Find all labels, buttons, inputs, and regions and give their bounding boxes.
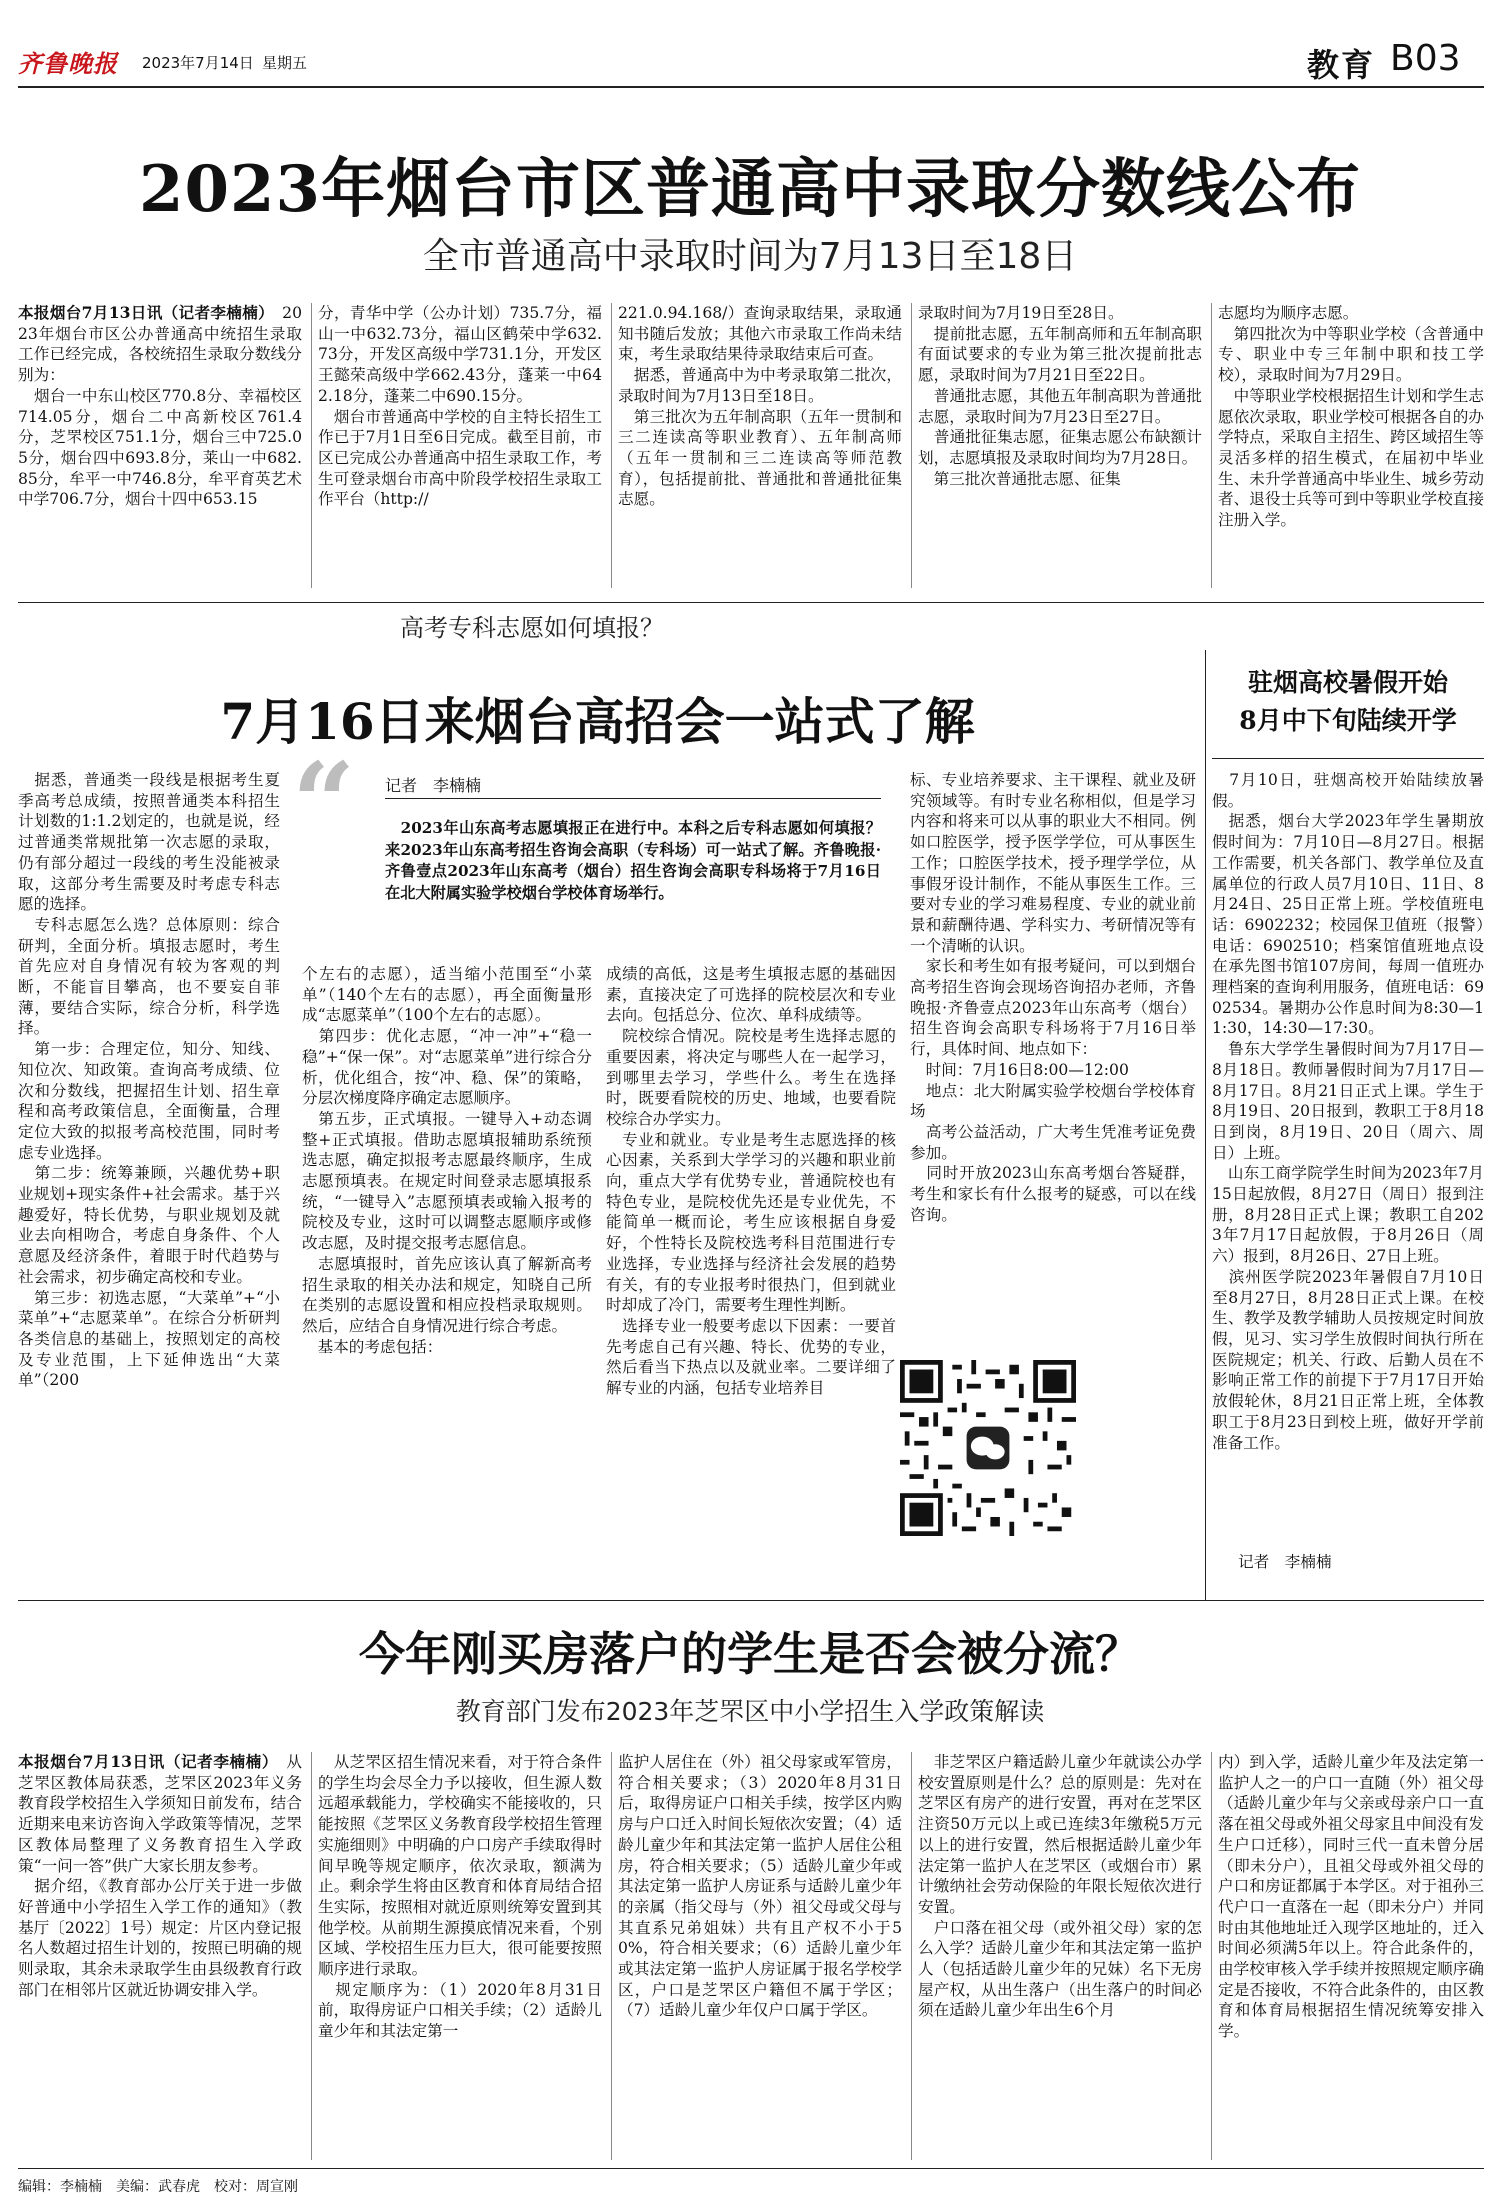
article1-col5: 志愿均为顺序志愿。 第四批次为中等职业学校（含普通中专、职业中专三年制中职和技工学校），录取时间为7月29日。 中等职业学校根据招生计划和学生志愿依次录取，职业学校可根据各自的办学特点，采取自主招生、跨区域招生等灵活多样的招生模式，在届初中毕业生、未升学普通高中毕业生、城乡劳动者、退役士兵等可到中等职业学校直接注册入学。: [1218, 304, 1484, 530]
article3-body: 7月10日，驻烟高校开始陆续放暑假。 据悉，烟台大学2023年学生暑期放假时间为：7月10日—8月27日。根据工作需要，机关各部门、教学单位及直属单位的行政人员7月10日、11日、8月24日、25日正常上班。学校值班电话：6902232；校园保卫值班（报警）电话：6902510；档案馆值班地点设在承先图书馆107房间，每周一值班办理档案的查询利用服务，值班电话：6902534。暑期办公作息时间为8:30—11:30，14:30—17:30。 鲁东大学学生暑假时间为7月17日—8月18日。教师暑假时间为7月17日—8月17日。8月21日正式上课。学生于8月19日、20日报到，教职工于8月18日到岗，8月19日、20日（周六、周日）上班。 山东工商学院学生时间为2023年7月15日起放假，8月27日（周日）报到注册，8月28日正式上课；教职工自2023年7月17日起放假，于8月26日（周六）报到，8月26日、27日上班。 滨州医学院2023年暑假自7月10日至8月27日，8月28日正式上课。在校生、教学及教学辅助人员按规定时间放假，见习、实习学生放假时间执行所在医院规定；机关、行政、后勤人员在不影响正常工作的前提下于7月17日开始放假轮休，8月21日正常上班，全体教职工于8月23日到校上班，做好开学前准备工作。: [1212, 771, 1484, 1452]
article1-col3: 221.0.94.168/）查询录取结果，录取通知书随后发放；其他六市录取工作尚未结束，考生录取结果待录取结束后可查。 据悉，普通高中为中考录取第二批次，录取时间为7月13日至18日。 第三批次为五年制高职（五年一贯制和三二连读高等职业教育）、五年制高师（五年一贯制和三二连读高等师范教育），包括提前批、普通批和普通批征集志愿。: [618, 304, 902, 509]
col-divider: [911, 1752, 912, 2160]
article2-col4: 标、专业培养要求、主干课程、就业及研究领域等。有时专业名称相似，但是学习内容和将来可以从事的职业大不相同。例如口腔医学，授予医学学位，可从事医生工作；口腔医学技术，授予理学学位，从事假牙设计制作，不能从事医生工作。三要对专业的学习难易程度、专业的就业前景和薪酬待遇、学科实力、考研情况等有一个清晰的认识。 家长和考生如有报考疑问，可以到烟台高考招生咨询会现场咨询招办老师，齐鲁晚报·齐鲁壹点2023年山东高考（烟台）招生咨询会高职专科场将于7月16日举行，具体时间、地点如下： 时间：7月16日8:00—12:00 地点：北大附属实验学校烟台学校体育场 高考公益活动，广大考生凭准考证免费参加。 同时开放2023山东高考烟台答疑群，考生和家长有什么报考的疑惑，可以在线咨询。: [910, 771, 1196, 1224]
qr-code-icon: [900, 1360, 1076, 1536]
section-rule: [18, 1600, 1484, 1601]
article2-col1: 据悉，普通类一段线是根据考生夏季高考总成绩，按照普通类本科招生计划数的1:1.2划定的，也就是说，经过普通类常规批第一次志愿的录取，仍有部分超过一段线的考生没能被录取，这部分考生需要及时考虑专科志愿的选择。 专科志愿怎么选？总体原则：综合研判，全面分析。填报志愿时，考生首先应对自身情况有较为客观的判断，不能盲目攀高，也不要妄自菲薄，要结合实际，综合分析，科学选择。 第一步：合理定位，知分、知线、知位次、知政策。查询高考成绩、位次和分数线，把握招生计划、招生章程和高考政策信息，全面衡量，合理定位大致的拟报考高校范围，同时考虑专业选择。 第二步：统筹兼顾，兴趣优势+职业规划+现实条件+社会需求。基于兴趣爱好，特长优势，与职业规划及就业去向相吻合，考虑自身条件、个人意愿及经济条件，着眼于时代趋势与社会需求，初步确定高校和专业。 第三步：初选志愿，“大菜单”+“小菜单”+“志愿菜单”。在综合分析研判各类信息的基础上，按照划定的高校及专业范围，上下延伸选出“大菜单”（200: [18, 771, 280, 1390]
article1-col4: 录取时间为7月19日至28日。 提前批志愿，五年制高师和五年制高职有面试要求的专业为第三批次提前批志愿，录取时间为7月21日至22日。 普通批志愿，其他五年制高职为普通批志愿，录取时间为7月23日至27日。 普通批征集志愿，征集志愿公布缺额计划，志愿填报及录取时间均为7月28日。 第三批次普通批志愿、征集: [918, 304, 1202, 488]
page-number: B03: [1390, 38, 1461, 79]
col-divider: [311, 303, 312, 588]
col-divider: [611, 303, 612, 588]
byline-rule: [385, 798, 881, 799]
article4-col2: 从芝罘区招生情况来看，对于符合条件的学生均会尽全力予以接收，但生源人数远超承载能力，学校确实不能接收的，只能按照《芝罘区义务教育段学校招生管理实施细则》中明确的户口房产手续取得时间早晚等规定顺序，依次录取，额满为止。剩余学生将由区教育和体育局结合招生实际，按照相对就近原则统筹安置到其他学校。从前期生源摸底情况来看，个别区域、学校招生压力巨大，很可能要按照顺序进行录取。 规定顺序为：（1）2020年8月31日前，取得房证户口相关手续；（2）适龄儿童少年和其法定第一: [318, 1753, 602, 2041]
article1-col1: [18, 303, 302, 593]
article4-col5: 内）到入学，适龄儿童少年及法定第一监护人之一的户口一直随（外）祖父母（适龄儿童少年与父亲或母亲户口一直落在祖父母或外祖父母家且中间没有发生户口迁移），同时三代一直未曾分居（即未分户），且祖父母或外祖父母的户口和房证都属于本学区。对于祖孙三代户口一直落在一起（即未分户）并同时由其他地址迁入现学区地址的，迁入时间必须满5年以上。符合此条件的，由学校审核入学手续并按照规定顺序确定是否接收，不符合此条件的，由区教育和体育局根据招生情况统筹安排入学。: [1218, 1753, 1484, 2041]
col-divider: [911, 303, 912, 588]
sidebar-rule: [1212, 758, 1484, 759]
article4-col4: 非芝罘区户籍适龄儿童少年就读公办学校安置原则是什么？总的原则是：先对在芝罘区有房产的进行安置，再对在芝罘区注资50万元以上或已连续3年缴税5万元以上的进行安置，然后根据适龄儿童少年法定第一监护人在芝罘区（或烟台市）累计缴纳社会劳动保险的年限长短依次进行安置。 户口落在祖父母（或外祖父母）家的怎么入学？适龄儿童少年和其法定第一监护人（包括适龄儿童少年的兄妹）名下无房屋产权，从出生落户（出生落户的时间必须在适龄儿童少年出生6个月: [918, 1753, 1202, 2020]
article4-subhead: 教育部门发布2023年芝罘区中小学招生入学政策解读: [455, 1697, 1045, 1726]
article4-lead: 本报烟台7月13日讯（记者李楠楠）: [18, 1752, 271, 1771]
article2-byline: 记者 李楠楠: [385, 776, 482, 795]
article2-headline: 7月16日来烟台高招会一站式了解: [220, 692, 975, 751]
article3-byline: 记者 李楠楠: [1238, 1553, 1332, 1571]
issue-date: 2023年7月14日: [142, 54, 254, 72]
article3-headline: 驻烟高校暑假开始 8月中下旬陆续开学: [1239, 668, 1457, 735]
section-rule: [18, 602, 1484, 603]
article1-headline: 2023年烟台市区普通高中录取分数线公布: [138, 152, 1362, 227]
col-divider: [311, 1752, 312, 2160]
article2-col3: 成绩的高低，这是考生填报志愿的基础因素，直接决定了可选择的院校层次和专业去向。包括总分、位次、单科成绩等。 院校综合情况。院校是考生选择志愿的重要因素，将决定与哪些人在一起学习，到哪里去学习，学些什么。考生在选择时，既要看院校的历史、地域，也要看院校综合办学实力。 专业和就业。专业是考生志愿选择的核心因素，关系到大学学习的兴趣和职业前向，重点大学有优势专业，普通院校也有特色专业，是院校优先还是专业优先，不能简单一概而论，考生应该根据自身爱好，个性特长及院校选考科目范围进行专业选择，专业选择与经济社会发展的趋势有关，有的专业报考时很热门，但到就业时却成了冷门，需要考生理性判断。 选择专业一般要考虑以下因素：一要首先考虑自己有兴趣、特长、优势的专业，然后看当下热点以及就业率。二要详细了解专业的内涵，包括专业培养目: [606, 965, 896, 1398]
article4-col1-text: 从芝罘区教体局获悉，芝罘区2023年义务教育段学校招生入学须知日前发布，结合近期来电来访咨询入学政策等情况，芝罘区教体局整理了义务教育招生入学政策“一问一答”供广大家长朋友参考。 据介绍，《教育部办公厅关于进一步做好普通中小学招生入学工作的通知》（教基厅〔2022〕1号）规定：片区内登记报名人数超过招生计划的，按照已明确的规则录取，其余未录取学生由县级教育行政部门在相邻片区就近协调安排入学。: [18, 1753, 302, 1999]
col-divider: [611, 1752, 612, 2160]
col-divider: [1211, 1752, 1212, 2160]
article1-col2: 分，青华中学（公办计划）735.7分，福山一中632.73分，福山区鹤荣中学632.73分，开发区高级中学731.1分，开发区王懿荣高级中学662.43分，蓬莱一中642.18分，蓬莱二中690.15分。 烟台市普通高中学校的自主特长招生工作已于7月1日至6日完成。截至目前，市区已完成公办普通高中招生录取工作，考生可登录烟台市高中阶段学校招生录取工作平台（http://: [318, 304, 602, 509]
masthead-logo: 齐鲁晚报: [18, 49, 118, 78]
footer-rule: [18, 2168, 1484, 2169]
article1-col1-text: 2023年烟台市区公办普通高中统招生录取工作已经完成，各校统招生录取分数线分别为： 烟台一中东山校区770.8分、幸福校区714.05分，烟台二中高新校区761.4分，芝罘校区751.1分，烟台三中725.05分，烟台四中693.8分，莱山一中682.85分，牟平一中746.8分，牟平育英艺术中学706.7分，烟台十四中653.15: [18, 304, 302, 509]
article4-headline: 今年刚买房落户的学生是否会被分流？: [359, 1627, 1141, 1681]
article4-col1: [18, 1752, 302, 2162]
quote-mark-icon: “: [292, 738, 356, 867]
article1-lead: 本报烟台7月13日讯（记者李楠楠）: [18, 303, 267, 322]
issue-weekday: 星期五: [262, 54, 308, 72]
col-divider: [1211, 303, 1212, 588]
section-label: 教育: [1307, 46, 1376, 84]
col-divider: [1205, 650, 1206, 1600]
article4-col3: 监护人居住在（外）祖父母家或军管房，符合相关要求；（3）2020年8月31日后，取得房证户口相关手续，按学区内购房与户口迁入时间长短依次安置；（4）适龄儿童少年和其法定第一监护人居住公租房，符合相关要求；（5）适龄儿童少年或其法定第一监护人房证系与适龄儿童少年的亲属（指父母与（外）祖父母或父母与其直系兄弟姐妹）共有且产权不小于50%，符合相关要求；（6）适龄儿童少年或其法定第一监护人房证属于报名学校学区，户口是芝罘区户籍但不属于学区；（7）适龄儿童少年仅户口属于学区。: [618, 1753, 902, 2020]
article2-col2: 个左右的志愿），适当缩小范围至“小菜单”（140个左右的志愿），再全面衡量形成“志愿菜单”（100个左右的志愿）。 第四步：优化志愿，“冲一冲”+“稳一稳”+“保一保”。对“志愿菜单”进行综合分析，优化组合，按“冲、稳、保”的策略，分层次梯度降序确定志愿顺序。 第五步，正式填报。一键导入+动态调整+正式填报。借助志愿填报辅助系统预选志愿，确定拟报考志愿最终顺序，生成志愿预填表。在规定时间登录志愿填报系统，“一键导入”志愿预填表或输入报考的院校及专业，这时可以调整志愿顺序或修改志愿，及时提交报考志愿信息。 志愿填报时，首先应该认真了解新高考招生录取的相关办法和规定，知晓自己所在类别的志愿设置和相应投档录取规则。然后，应结合自身情况进行综合考虑。 基本的考虑包括：: [302, 965, 592, 1356]
article2-kicker: 高考专科志愿如何填报？: [400, 614, 664, 642]
header-rule: [18, 86, 1484, 88]
article1-subhead: 全市普通高中录取时间为7月13日至18日: [422, 236, 1078, 277]
article2-intro: 2023年山东高考志愿填报正在进行中。本科之后专科志愿如何填报？来2023年山东高考招生咨询会高职（专科场）可一站式了解。齐鲁晚报·齐鲁壹点2023年山东高考（烟台）招生咨询会高职专科场将于7月16日在北大附属实验学校烟台学校体育场举行。: [385, 819, 881, 902]
footer-credits: 编辑：李楠楠 美编：武春虎 校对：周宣刚: [18, 2179, 298, 2195]
